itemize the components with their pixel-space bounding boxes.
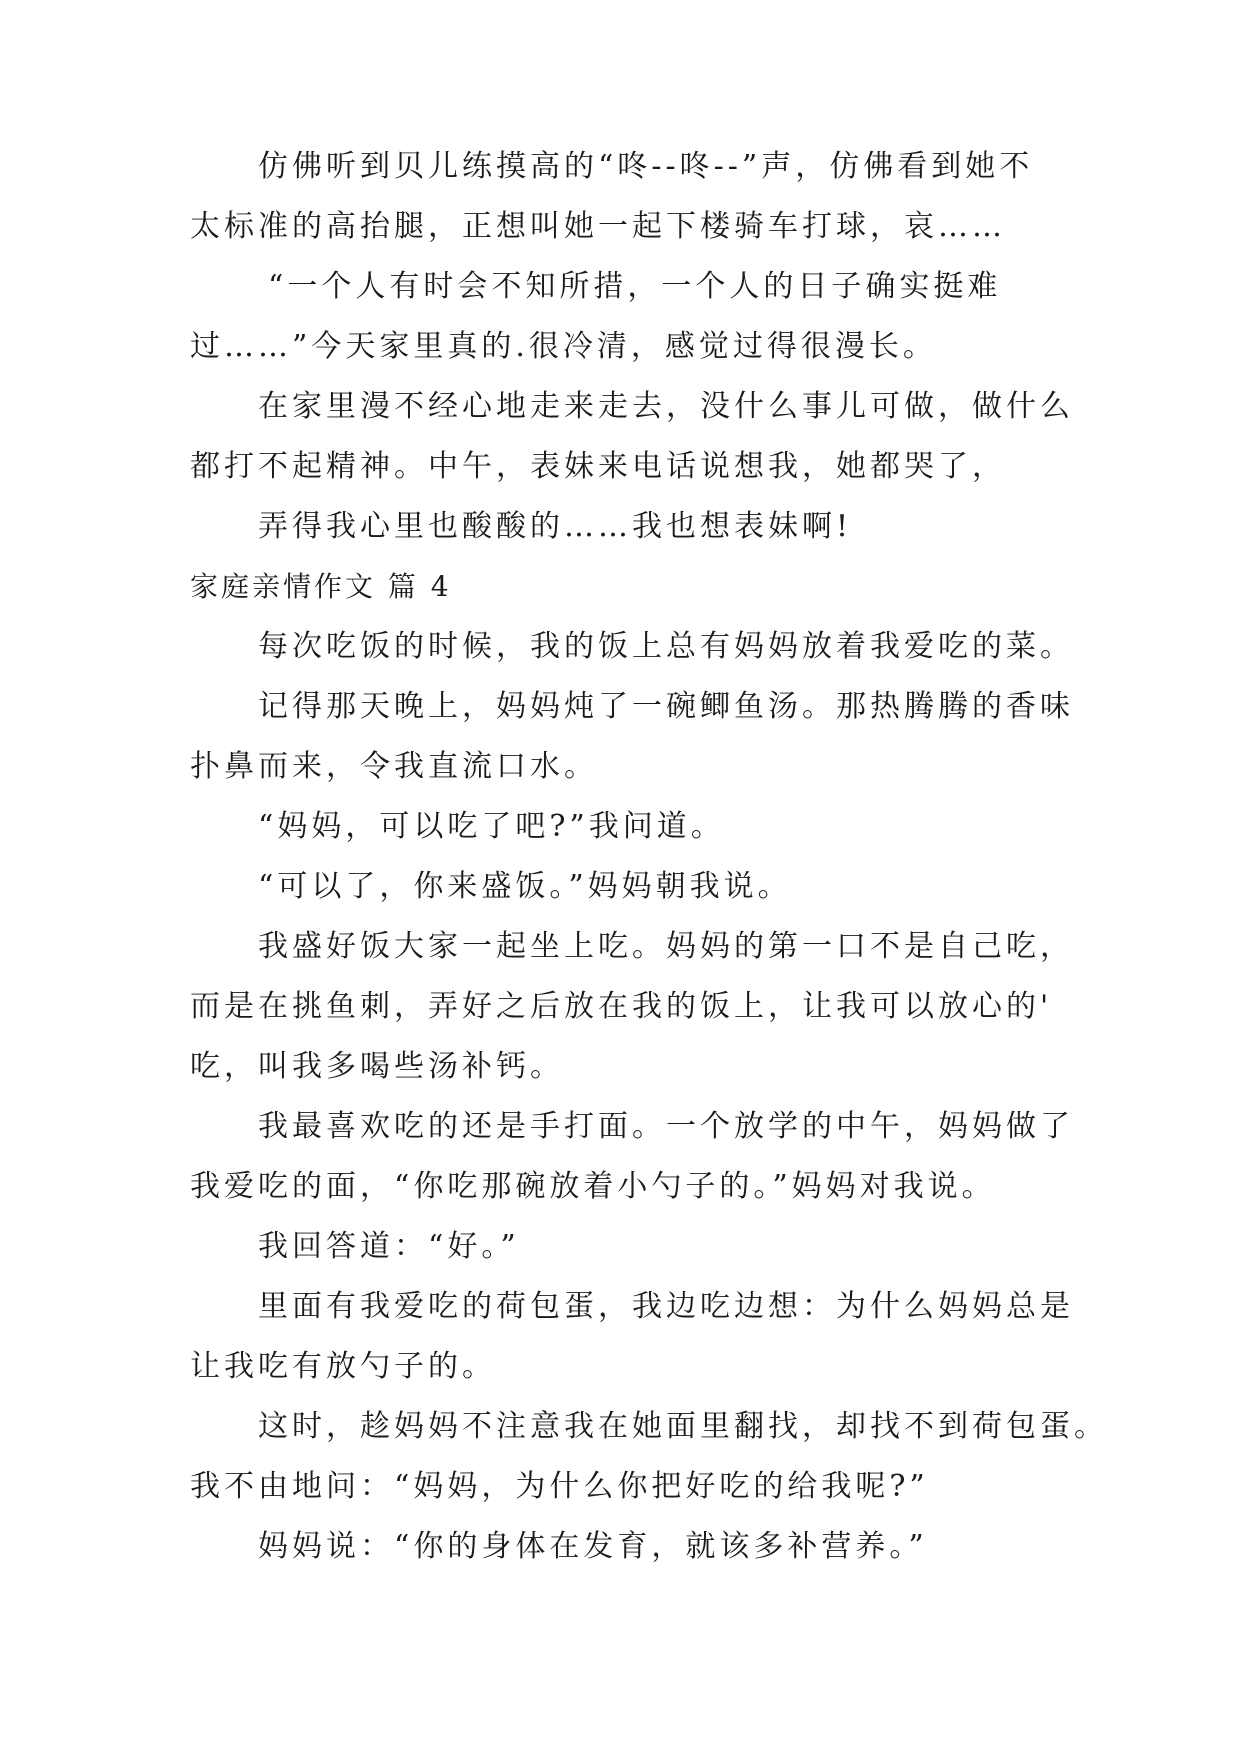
text-line: “可以了，你来盛饭。”妈妈朝我说。: [258, 869, 792, 904]
text-line: 在家里漫不经心地走来走去，没什么事儿可做，做什么: [258, 389, 1074, 424]
text-line: 我最喜欢吃的还是手打面。一个放学的中午，妈妈做了: [258, 1109, 1074, 1144]
section-heading: 家庭亲情作文 篇 4: [190, 570, 452, 603]
text-line: 仿佛听到贝儿练摸高的“咚--咚--”声，仿佛看到她不: [258, 149, 1034, 184]
text-line: 我回答道：“好。”: [258, 1229, 520, 1264]
text-line: 弄得我心里也酸酸的……我也想表妹啊!: [258, 509, 853, 544]
text-line: 我盛好饭大家一起坐上吃。妈妈的第一口不是自己吃，: [258, 929, 1074, 964]
text-line: 都打不起精神。中午，表妹来电话说想我，她都哭了，: [190, 449, 1006, 484]
text-line: 而是在挑鱼刺，弄好之后放在我的饭上，让我可以放心的': [190, 989, 1053, 1024]
text-line: 太标准的高抬腿，正想叫她一起下楼骑车打球，哀……: [190, 209, 1006, 244]
text-line: 记得那天晚上，妈妈炖了一碗鲫鱼汤。那热腾腾的香味: [258, 689, 1074, 724]
text-line: 过……”今天家里真的.很冷清，感觉过得很漫长。: [190, 329, 937, 364]
text-line: 每次吃饭的时候，我的饭上总有妈妈放着我爱吃的菜。: [258, 629, 1074, 664]
text-line: 里面有我爱吃的荷包蛋，我边吃边想：为什么妈妈总是: [258, 1289, 1074, 1324]
text-line: 这时，趁妈妈不注意我在她面里翻找，却找不到荷包蛋。: [258, 1409, 1108, 1444]
text-line: “妈妈，可以吃了吧?”我问道。: [258, 809, 725, 844]
text-line: 扑鼻而来，令我直流口水。: [190, 749, 598, 784]
text-line: 妈妈说：“你的身体在发育，就该多补营养。”: [258, 1529, 928, 1564]
text-line: 让我吃有放勺子的。: [190, 1349, 496, 1384]
text-line: “一个人有时会不知所措，一个人的日子确实挺难: [268, 269, 1002, 304]
text-line: 我爱吃的面，“你吃那碗放着小勺子的。”妈妈对我说。: [190, 1169, 996, 1204]
text-line: 吃，叫我多喝些汤补钙。: [190, 1049, 564, 1084]
text-line: 我不由地问：“妈妈，为什么你把好吃的给我呢?”: [190, 1469, 929, 1504]
